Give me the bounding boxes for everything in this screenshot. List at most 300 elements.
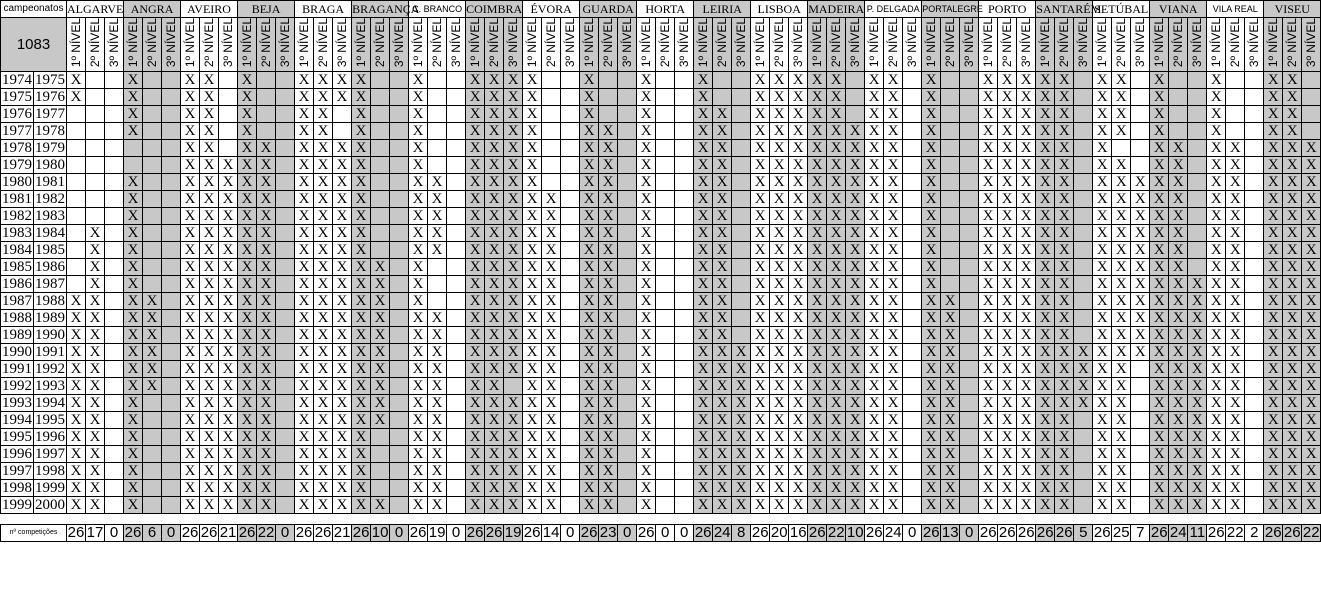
- participation-cell: X: [1055, 140, 1074, 157]
- participation-cell: X: [542, 293, 561, 310]
- participation-cell: X: [770, 310, 789, 327]
- participation-cell: X: [295, 140, 314, 157]
- participation-cell: X: [1017, 89, 1036, 106]
- participation-cell: [143, 191, 162, 208]
- participation-cell: [390, 395, 409, 412]
- season-start-year: 1977: [2, 123, 32, 140]
- participation-cell: [675, 174, 694, 191]
- participation-cell: X: [466, 276, 485, 293]
- season-end-year: 1991: [35, 344, 65, 361]
- participation-cell: X: [1036, 140, 1055, 157]
- participation-cell: X: [1226, 259, 1245, 276]
- participation-cell: X: [219, 242, 238, 259]
- participation-cell: X: [219, 344, 238, 361]
- participation-cell: X: [827, 242, 846, 259]
- participation-cell: X: [1226, 174, 1245, 191]
- participation-cell: X: [637, 242, 656, 259]
- participation-cell: X: [884, 225, 903, 242]
- participation-cell: X: [86, 293, 105, 310]
- participation-cell: X: [1169, 157, 1188, 174]
- participation-cell: X: [1074, 378, 1093, 395]
- participation-cell: X: [713, 174, 732, 191]
- participation-cell: [447, 208, 466, 225]
- participation-cell: X: [846, 429, 865, 446]
- participation-cell: X: [124, 344, 143, 361]
- participation-cell: X: [694, 72, 713, 89]
- participation-cell: X: [238, 412, 257, 429]
- participation-cell: X: [1093, 191, 1112, 208]
- level-label: 2º NÍVEL: [943, 18, 958, 68]
- level-header: [1017, 18, 1036, 72]
- level-label: 3º NÍVEL: [1076, 18, 1091, 68]
- participation-cell: X: [523, 412, 542, 429]
- participation-cell: X: [523, 310, 542, 327]
- participation-cell: [675, 293, 694, 310]
- participation-cell: X: [770, 89, 789, 106]
- participation-cell: X: [1169, 242, 1188, 259]
- participation-cell: X: [865, 327, 884, 344]
- participation-cell: X: [1112, 89, 1131, 106]
- participation-cell: X: [542, 446, 561, 463]
- participation-cell: X: [1207, 327, 1226, 344]
- participation-cell: X: [694, 463, 713, 480]
- participation-cell: [1074, 259, 1093, 276]
- district-header: ÉVORA: [523, 1, 580, 18]
- participation-cell: X: [1226, 412, 1245, 429]
- participation-cell: X: [352, 106, 371, 123]
- participation-cell: X: [599, 480, 618, 497]
- participation-cell: X: [1264, 140, 1283, 157]
- participation-cell: X: [599, 140, 618, 157]
- total-value: 26: [1150, 524, 1168, 542]
- participation-cell: X: [827, 327, 846, 344]
- participation-cell: X: [808, 191, 827, 208]
- participation-cell: X: [789, 174, 808, 191]
- season-end-year: 1986: [35, 259, 65, 276]
- participation-cell: X: [314, 106, 333, 123]
- participation-cell: [257, 123, 276, 140]
- participation-cell: X: [1093, 412, 1112, 429]
- participation-cell: [656, 344, 675, 361]
- total-value: 0: [390, 525, 409, 542]
- participation-cell: X: [371, 361, 390, 378]
- participation-cell: X: [732, 378, 751, 395]
- participation-cell: X: [827, 259, 846, 276]
- total-value: 11: [1189, 524, 1206, 542]
- participation-cell: X: [1150, 497, 1169, 514]
- participation-cell: [960, 225, 979, 242]
- participation-cell: X: [884, 463, 903, 480]
- participation-cell: X: [1264, 225, 1283, 242]
- table-row: [1, 463, 1321, 480]
- total-value: 7: [1131, 525, 1150, 542]
- participation-cell: X: [998, 225, 1017, 242]
- participation-cell: [447, 259, 466, 276]
- participation-cell: X: [1283, 310, 1302, 327]
- participation-cell: X: [86, 310, 105, 327]
- participation-cell: X: [523, 225, 542, 242]
- participation-cell: [1245, 89, 1264, 106]
- participation-cell: [1188, 208, 1207, 225]
- participation-cell: X: [409, 327, 428, 344]
- participation-cell: [675, 463, 694, 480]
- participation-cell: X: [789, 361, 808, 378]
- total-value: 26: [808, 524, 826, 542]
- participation-cell: X: [1226, 378, 1245, 395]
- level-label: 3º NÍVEL: [1133, 18, 1148, 68]
- participation-cell: X: [827, 157, 846, 174]
- participation-cell: X: [580, 225, 599, 242]
- season-start-year: 1999: [2, 497, 32, 514]
- participation-cell: X: [1264, 242, 1283, 259]
- participation-cell: X: [865, 208, 884, 225]
- participation-cell: X: [485, 446, 504, 463]
- participation-cell: X: [1036, 276, 1055, 293]
- participation-cell: X: [257, 497, 276, 514]
- season-start-year: 1986: [2, 276, 32, 293]
- participation-cell: [105, 429, 124, 446]
- participation-cell: X: [770, 106, 789, 123]
- total-value: 26: [352, 524, 370, 542]
- participation-cell: [447, 463, 466, 480]
- participation-cell: X: [1264, 480, 1283, 497]
- participation-cell: X: [732, 395, 751, 412]
- participation-cell: X: [713, 208, 732, 225]
- participation-cell: X: [922, 106, 941, 123]
- participation-cell: X: [485, 123, 504, 140]
- participation-cell: X: [979, 259, 998, 276]
- participation-cell: X: [884, 344, 903, 361]
- participation-cell: X: [1226, 225, 1245, 242]
- participation-cell: X: [922, 429, 941, 446]
- participation-cell: [67, 225, 86, 242]
- participation-cell: X: [1150, 463, 1169, 480]
- participation-cell: X: [238, 123, 257, 140]
- participation-cell: X: [808, 123, 827, 140]
- participation-cell: X: [504, 293, 523, 310]
- participation-cell: [561, 225, 580, 242]
- participation-cell: X: [428, 174, 447, 191]
- participation-cell: [656, 463, 675, 480]
- participation-cell: X: [1093, 89, 1112, 106]
- participation-cell: [276, 72, 295, 89]
- participation-cell: [1245, 497, 1264, 514]
- participation-cell: X: [599, 259, 618, 276]
- participation-cell: [390, 463, 409, 480]
- participation-cell: X: [504, 106, 523, 123]
- participation-cell: [732, 225, 751, 242]
- participation-cell: X: [1017, 463, 1036, 480]
- participation-cell: X: [542, 378, 561, 395]
- participation-cell: X: [352, 225, 371, 242]
- level-header: [922, 18, 941, 72]
- participation-cell: X: [314, 480, 333, 497]
- participation-cell: [618, 429, 637, 446]
- level-header: [561, 18, 580, 72]
- participation-cell: [1245, 174, 1264, 191]
- participation-cell: X: [409, 463, 428, 480]
- participation-cell: X: [409, 140, 428, 157]
- participation-cell: X: [523, 378, 542, 395]
- participation-cell: [371, 446, 390, 463]
- level-header: [884, 18, 903, 72]
- participation-cell: X: [352, 361, 371, 378]
- table-row: [1, 157, 1321, 174]
- participation-cell: X: [219, 157, 238, 174]
- season-start-year: 1979: [2, 157, 32, 174]
- participation-cell: X: [1017, 412, 1036, 429]
- participation-cell: X: [1131, 225, 1150, 242]
- participation-cell: X: [523, 429, 542, 446]
- participation-cell: [105, 293, 124, 310]
- participation-cell: [618, 480, 637, 497]
- table-row: [1, 174, 1321, 191]
- participation-cell: X: [865, 276, 884, 293]
- participation-cell: X: [713, 293, 732, 310]
- participation-cell: [143, 174, 162, 191]
- participation-cell: X: [884, 395, 903, 412]
- total-value: 26: [1093, 524, 1111, 542]
- level-label: 3º NÍVEL: [563, 18, 578, 68]
- participation-cell: X: [466, 446, 485, 463]
- participation-cell: X: [409, 242, 428, 259]
- participation-cell: X: [1302, 429, 1321, 446]
- participation-cell: X: [1055, 157, 1074, 174]
- participation-cell: X: [504, 140, 523, 157]
- participation-cell: X: [181, 242, 200, 259]
- season-end-year: 1988: [35, 293, 65, 310]
- participation-cell: [276, 276, 295, 293]
- participation-cell: [162, 412, 181, 429]
- participation-cell: X: [257, 157, 276, 174]
- table-row: [1, 344, 1321, 361]
- participation-cell: [390, 378, 409, 395]
- total-value: 26: [124, 524, 142, 542]
- participation-cell: [656, 259, 675, 276]
- participation-cell: [105, 208, 124, 225]
- participation-cell: [903, 191, 922, 208]
- participation-cell: X: [694, 191, 713, 208]
- participation-cell: X: [1264, 361, 1283, 378]
- participation-cell: [371, 123, 390, 140]
- participation-cell: X: [770, 446, 789, 463]
- participation-cell: X: [466, 72, 485, 89]
- participation-cell: X: [1112, 361, 1131, 378]
- level-header: [86, 18, 105, 72]
- participation-cell: X: [1112, 378, 1131, 395]
- participation-cell: [1245, 106, 1264, 123]
- participation-cell: X: [409, 106, 428, 123]
- participation-cell: X: [1302, 242, 1321, 259]
- participation-cell: X: [694, 497, 713, 514]
- participation-cell: X: [238, 429, 257, 446]
- participation-cell: X: [941, 463, 960, 480]
- participation-cell: X: [1055, 106, 1074, 123]
- participation-cell: X: [637, 395, 656, 412]
- participation-cell: X: [1017, 446, 1036, 463]
- participation-cell: X: [713, 446, 732, 463]
- participation-cell: X: [1017, 242, 1036, 259]
- participation-cell: X: [1093, 123, 1112, 140]
- participation-cell: X: [333, 412, 352, 429]
- participation-cell: [1245, 344, 1264, 361]
- participation-cell: X: [333, 378, 352, 395]
- participation-cell: [105, 174, 124, 191]
- table-row: [1, 276, 1321, 293]
- participation-cell: [903, 72, 922, 89]
- participation-cell: X: [314, 412, 333, 429]
- total-value: 22: [1302, 524, 1320, 542]
- participation-cell: X: [333, 276, 352, 293]
- participation-cell: X: [333, 140, 352, 157]
- participation-cell: X: [428, 242, 447, 259]
- district-header: MADEIRA: [808, 2, 865, 16]
- participation-cell: [561, 140, 580, 157]
- participation-cell: X: [504, 276, 523, 293]
- participation-cell: [1074, 89, 1093, 106]
- participation-cell: X: [371, 412, 390, 429]
- participation-cell: X: [808, 463, 827, 480]
- participation-cell: X: [1093, 361, 1112, 378]
- participation-cell: X: [485, 361, 504, 378]
- participation-cell: X: [1226, 157, 1245, 174]
- participation-cell: X: [694, 157, 713, 174]
- participation-cell: [903, 480, 922, 497]
- participation-cell: [276, 480, 295, 497]
- participation-cell: X: [1264, 106, 1283, 123]
- participation-cell: X: [1283, 378, 1302, 395]
- participation-cell: [1074, 140, 1093, 157]
- participation-cell: X: [181, 72, 200, 89]
- participation-cell: [732, 208, 751, 225]
- season-end-year: 1977: [35, 106, 65, 123]
- participation-cell: X: [257, 293, 276, 310]
- total-value: 0: [105, 525, 124, 542]
- participation-cell: X: [428, 463, 447, 480]
- participation-cell: X: [1112, 259, 1131, 276]
- participation-cell: X: [485, 140, 504, 157]
- participation-cell: X: [979, 174, 998, 191]
- participation-cell: [941, 106, 960, 123]
- participation-cell: X: [1302, 225, 1321, 242]
- participation-cell: X: [181, 276, 200, 293]
- participation-cell: X: [409, 157, 428, 174]
- participation-cell: X: [1150, 157, 1169, 174]
- participation-cell: X: [200, 310, 219, 327]
- total-value: 8: [732, 525, 751, 542]
- participation-cell: X: [884, 378, 903, 395]
- participation-cell: X: [181, 463, 200, 480]
- participation-cell: [162, 208, 181, 225]
- participation-cell: X: [770, 344, 789, 361]
- participation-cell: [162, 327, 181, 344]
- participation-cell: X: [409, 174, 428, 191]
- participation-cell: X: [751, 208, 770, 225]
- participation-cell: X: [808, 327, 827, 344]
- season-start-year: 1995: [2, 429, 32, 446]
- participation-cell: X: [637, 140, 656, 157]
- participation-cell: [732, 106, 751, 123]
- participation-cell: [675, 106, 694, 123]
- participation-cell: X: [314, 276, 333, 293]
- participation-cell: X: [219, 429, 238, 446]
- participation-cell: [276, 293, 295, 310]
- participation-cell: [162, 259, 181, 276]
- participation-cell: [447, 72, 466, 89]
- participation-cell: [1188, 89, 1207, 106]
- participation-cell: X: [1169, 446, 1188, 463]
- participation-cell: [1302, 89, 1321, 106]
- total-value: 26: [200, 524, 218, 542]
- participation-cell: [675, 497, 694, 514]
- participation-cell: X: [580, 429, 599, 446]
- participation-cell: X: [1302, 208, 1321, 225]
- participation-cell: [1188, 72, 1207, 89]
- participation-cell: X: [428, 497, 447, 514]
- participation-cell: X: [1207, 463, 1226, 480]
- participation-cell: X: [200, 208, 219, 225]
- participation-cell: X: [1283, 259, 1302, 276]
- participation-cell: X: [485, 259, 504, 276]
- participation-cell: X: [86, 259, 105, 276]
- participation-cell: X: [1264, 259, 1283, 276]
- header-label: campeonatos: [1, 1, 67, 18]
- participation-cell: [732, 157, 751, 174]
- participation-cell: X: [1150, 429, 1169, 446]
- participation-cell: X: [1283, 344, 1302, 361]
- participation-cell: [903, 293, 922, 310]
- participation-cell: [371, 429, 390, 446]
- participation-cell: X: [1188, 293, 1207, 310]
- participation-cell: X: [599, 310, 618, 327]
- participation-cell: [618, 140, 637, 157]
- district-header: PORTO: [979, 1, 1036, 18]
- participation-cell: X: [314, 242, 333, 259]
- participation-cell: X: [580, 208, 599, 225]
- participation-cell: X: [846, 327, 865, 344]
- participation-cell: X: [542, 208, 561, 225]
- participation-cell: [1245, 191, 1264, 208]
- participation-cell: X: [1150, 191, 1169, 208]
- participation-cell: [390, 191, 409, 208]
- participation-cell: X: [922, 157, 941, 174]
- participation-cell: X: [466, 378, 485, 395]
- participation-cell: X: [713, 276, 732, 293]
- participation-cell: X: [371, 327, 390, 344]
- table-row: [1, 72, 1321, 89]
- participation-cell: X: [884, 106, 903, 123]
- participation-cell: [428, 72, 447, 89]
- participation-cell: X: [238, 293, 257, 310]
- participation-cell: [960, 242, 979, 259]
- participation-cell: X: [428, 395, 447, 412]
- participation-cell: X: [1188, 378, 1207, 395]
- participation-cell: X: [352, 208, 371, 225]
- participation-cell: X: [1264, 310, 1283, 327]
- participation-cell: [428, 123, 447, 140]
- participation-cell: X: [637, 497, 656, 514]
- participation-cell: [903, 259, 922, 276]
- level-header: [219, 18, 238, 72]
- participation-cell: [1245, 259, 1264, 276]
- participation-cell: X: [238, 480, 257, 497]
- participation-cell: X: [542, 259, 561, 276]
- participation-cell: X: [1017, 157, 1036, 174]
- participation-cell: [162, 293, 181, 310]
- participation-cell: X: [1093, 395, 1112, 412]
- participation-cell: X: [295, 293, 314, 310]
- participation-cell: X: [466, 242, 485, 259]
